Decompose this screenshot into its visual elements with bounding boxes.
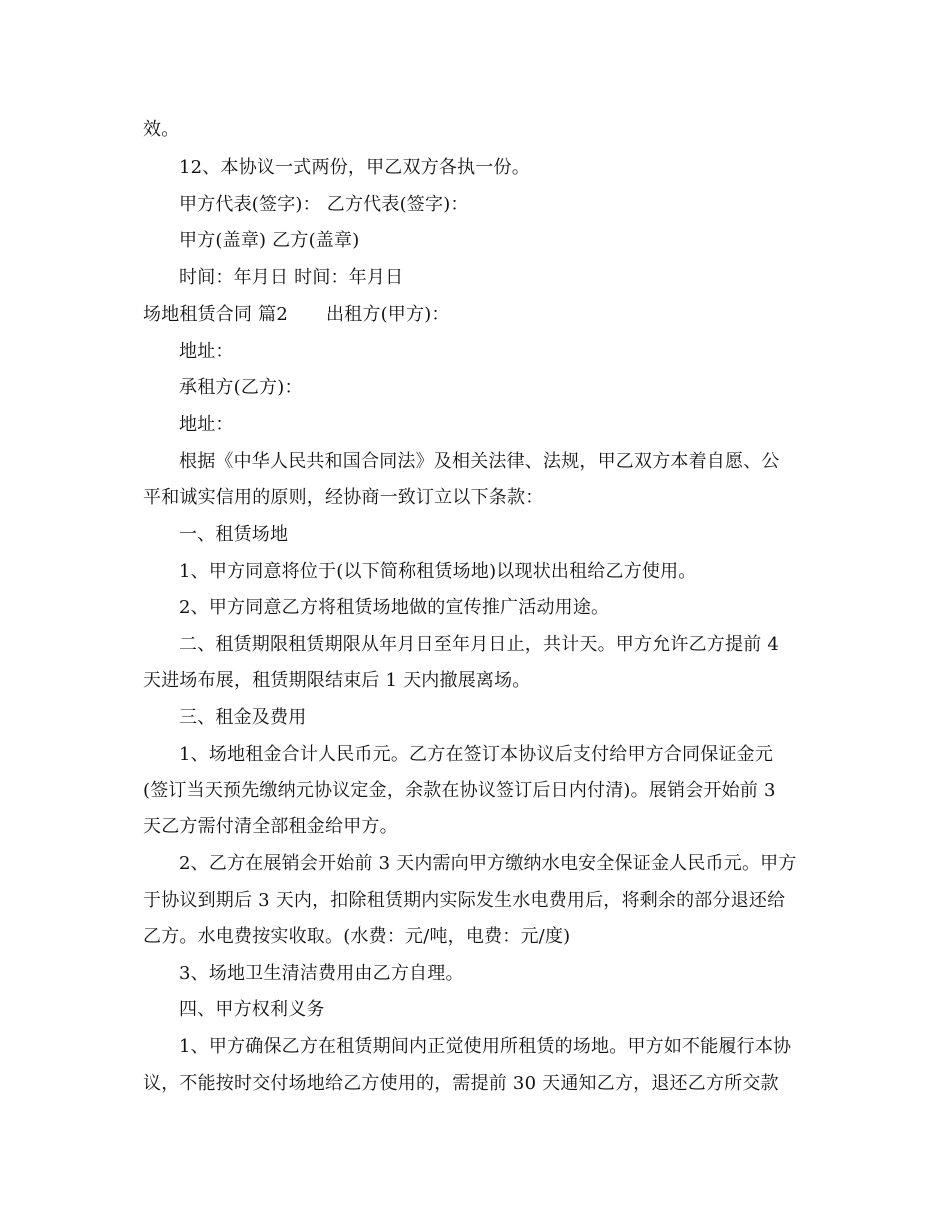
text-line: 1、甲方同意将位于(以下简称租赁场地)以现状出租给乙方使用。: [179, 561, 697, 582]
text-line: 议，不能按时交付场地给乙方使用的，需提前 30 天通知乙方，退还乙方所交款: [143, 1073, 779, 1094]
text-line: 三、租金及费用: [179, 707, 307, 728]
text-line: 甲方(盖章) 乙方(盖章): [179, 230, 360, 251]
text-line: 平和诚实信用的原则，经协商一致订立以下条款：: [143, 487, 544, 508]
text-line: 天乙方需付清全部租金给甲方。: [143, 816, 398, 837]
lessor-label: 出租方(甲方)：: [325, 304, 450, 325]
section-title: 场地租赁合同 篇2: [143, 304, 288, 325]
text-line: 12、本协议一式两份，甲乙双方各执一份。: [179, 157, 530, 178]
text-line: 1、甲方确保乙方在租赁期间内正觉使用所租赁的场地。甲方如不能履行本协: [179, 1036, 792, 1057]
text-line: 效。: [143, 119, 180, 140]
text-line: 时间：年月日 时间：年月日: [179, 267, 404, 288]
text-line: 1、场地租金合计人民币元。乙方在签订本协议后支付给甲方合同保证金元: [179, 744, 774, 765]
text-line: 乙方。水电费按实收取。(水费：元/吨，电费：元/度): [143, 926, 571, 947]
text-line: 于协议到期后 3 天内，扣除租赁期内实际发生水电费用后，将剩余的部分退还给: [143, 890, 786, 911]
text-line: 一、租赁场地: [179, 524, 289, 545]
text-line: 3、场地卫生清洁费用由乙方自理。: [179, 963, 464, 984]
text-line: 天进场布展，租赁期限结束后 1 天内撤展离场。: [143, 670, 531, 691]
text-line: 承租方(乙方)：: [179, 377, 303, 398]
text-line: 2、乙方在展销会开始前 3 天内需向甲方缴纳水电安全保证金人民币元。甲方: [179, 853, 797, 874]
text-line: 地址：: [179, 414, 234, 435]
text-line: 甲方代表(签字)： 乙方代表(签字)：: [179, 194, 469, 215]
text-line: 二、租赁期限租赁期限从年月日至年月日止，共计天。甲方允许乙方提前 4: [179, 634, 779, 655]
text-line: 2、甲方同意乙方将租赁场地做的宣传推广活动用途。: [179, 597, 610, 618]
text-line: 根据《中华人民共和国合同法》及相关法律、法规，甲乙双方本着自愿、公: [179, 451, 780, 472]
text-line: (签订当天预先缴纳元协议定金，余款在协议签订后日内付清)。展销会开始前 3: [143, 780, 776, 801]
text-line: 地址：: [179, 341, 234, 362]
text-line: 四、甲方权利义务: [179, 999, 325, 1020]
section-heading-row: [143, 303, 843, 327]
